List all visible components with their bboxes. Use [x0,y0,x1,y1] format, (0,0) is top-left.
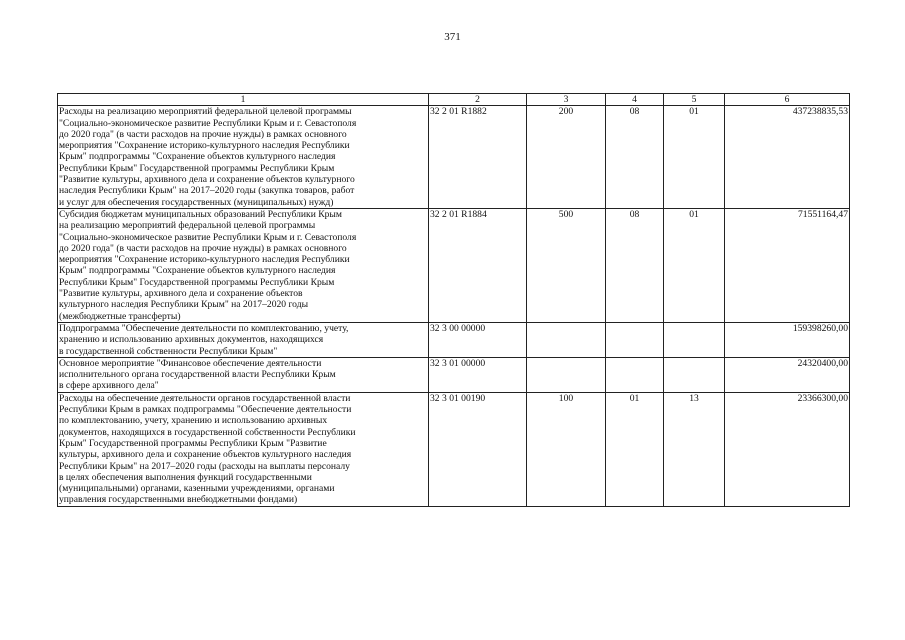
row-description: Подпрограмма "Обеспечение деятельности по комплектованию, учету, хранению и использованию архивных документов, находящихся в государственной собственности Республики Крым" [58,322,429,357]
row-col4: 08 [606,106,664,209]
row-col5 [664,357,725,392]
row-code: 32 2 01 R1882 [429,106,527,209]
row-amount: 23366300,00 [725,392,850,506]
row-description: Субсидия бюджетам муниципальных образований Республики Крым на реализацию мероприятий федеральной целевой программы "Социально-экономическое развитие Республики Крым и г. Севастополя до 2020 года" (в части расходов на прочие нужды) в рамках основного мероприятия "Сохранение историко-культурного наследия Республики Крым" подпрограммы "Сохранение объектов культурного наследия Республики Крым" Государственной программы Республики Крым "Развитие культуры, архивного дела и сохранение объектов культурного наследия Республики Крым" на 2017–2020 годы (межбюджетные трансферты) [58,208,429,322]
row-col3 [527,322,606,357]
row-description: Основное мероприятие "Финансовое обеспечение деятельности исполнительного органа государственной власти Республики Крым в сфере архивного дела" [58,357,429,392]
table-row [58,357,850,392]
row-col5: 13 [664,392,725,506]
row-description: Расходы на обеспечение деятельности органов государственной власти Республики Крым в рамках подпрограммы "Обеспечение деятельности по комплектованию, учету, хранению и использованию архивных документов, находящихся в государственной собственности Республики Крым" Государственной программы Республики Крым "Развитие культуры, архивного дела и сохранение объектов культурного наследия Республики Крым" на 2017–2020 годы (расходы на выплаты персоналу в целях обеспечения выполнения функций государственными (муниципальными) органами, казенными учреждениями, органами управления государственными внебюджетными фондами) [58,392,429,506]
row-amount: 24320400,00 [725,357,850,392]
column-header: 6 [725,94,850,106]
column-header: 1 [58,94,429,106]
row-code: 32 3 01 00190 [429,392,527,506]
row-col5: 01 [664,106,725,209]
row-col5: 01 [664,208,725,322]
column-header: 4 [606,94,664,106]
row-col4 [606,357,664,392]
table-row [58,208,850,322]
row-col4 [606,322,664,357]
column-header: 3 [527,94,606,106]
row-code: 32 3 01 00000 [429,357,527,392]
page-number: 371 [444,31,461,43]
row-col3: 100 [527,392,606,506]
row-code: 32 3 00 00000 [429,322,527,357]
table-row [58,392,850,506]
row-code: 32 2 01 R1884 [429,208,527,322]
table-row [58,322,850,357]
column-header: 2 [429,94,527,106]
row-col5 [664,322,725,357]
row-col3: 500 [527,208,606,322]
table-row [58,106,850,209]
column-header: 5 [664,94,725,106]
row-col4: 08 [606,208,664,322]
row-col3: 200 [527,106,606,209]
row-col4: 01 [606,392,664,506]
budget-table [57,93,850,507]
row-amount: 71551164,47 [725,208,850,322]
row-amount: 159398260,00 [725,322,850,357]
row-amount: 437238835,53 [725,106,850,209]
row-description: Расходы на реализацию мероприятий федеральной целевой программы "Социально-экономическое развитие Республики Крым и г. Севастополя до 2020 года" (в части расходов на прочие нужды) в рамках основного мероприятия "Сохранение историко-культурного наследия Республики Крым" подпрограммы "Сохранение объектов культурного наследия Республики Крым" Государственной программы Республики Крым "Развитие культуры, архивного дела и сохранение объектов культурного наследия Республики Крым" на 2017–2020 годы (закупка товаров, работ и услуг для обеспечения государственных (муниципальных) нужд) [58,106,429,209]
table-header-row [58,94,850,106]
row-col3 [527,357,606,392]
